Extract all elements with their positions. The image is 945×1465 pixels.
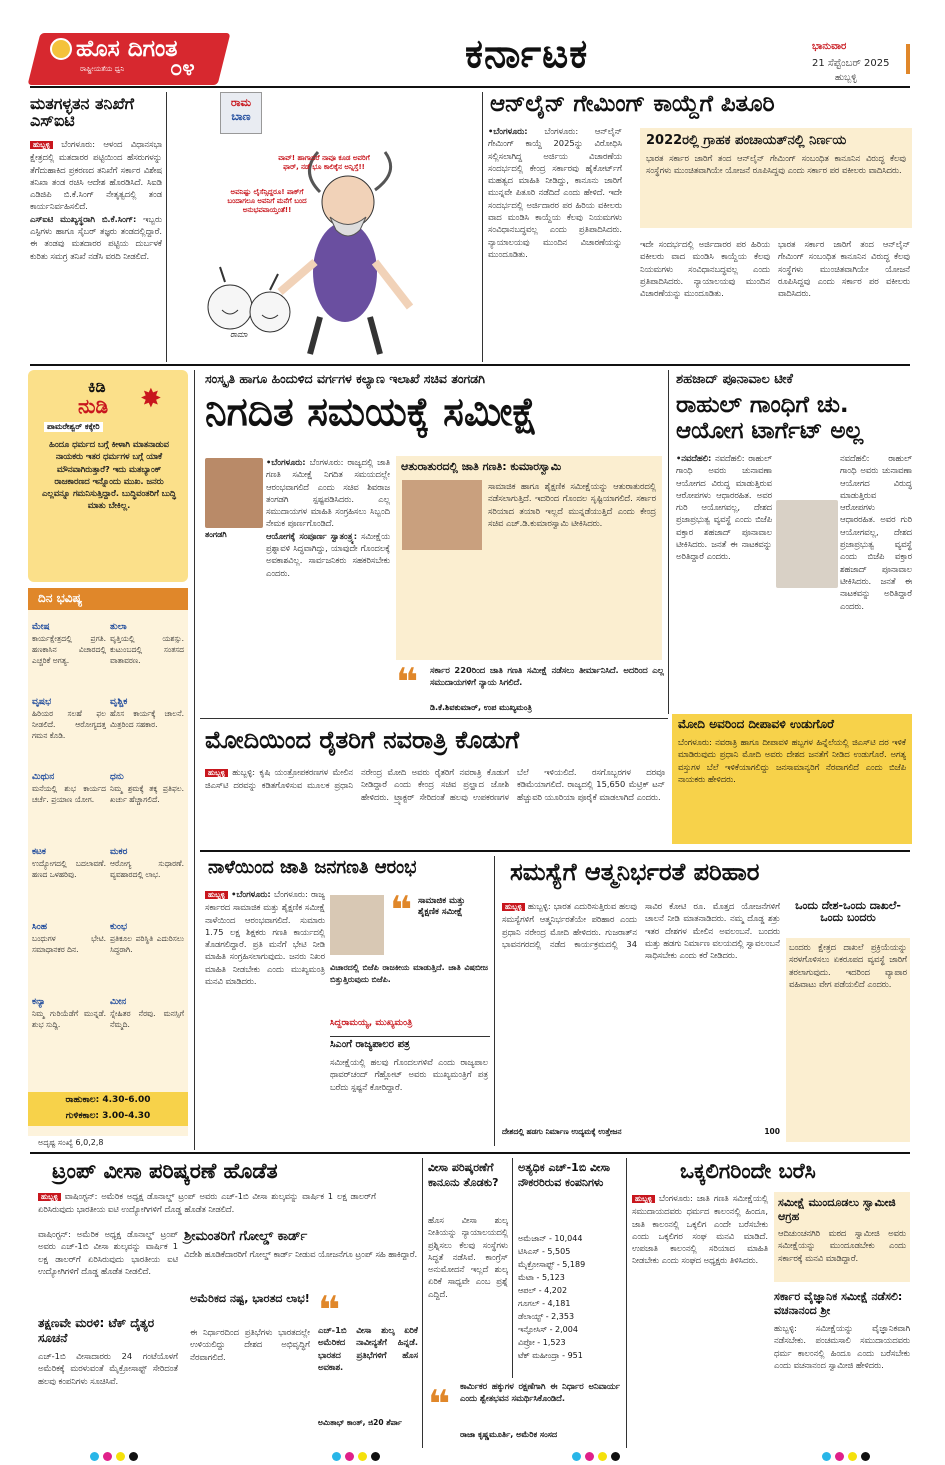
subhead: ಶ್ರೀಮಂತರಿಗೆ ಗೋಲ್ಡ್ ಕಾರ್ಡ್ — [184, 1229, 308, 1244]
article-title: ಒಕ್ಕಲಿಗರಿಂದೇ ಬರೆಸಿ — [680, 1159, 816, 1183]
gulika-text: ಗುಳಿಕಕಾಲ: 3.00-4.30 — [65, 1111, 151, 1121]
article-text: ನವದೆಹಲಿ: ರಾಹುಲ್ ಗಾಂಧಿ ಅವರು ಚುನಾವಣಾ ಆಯೋಗದ ವಿರುದ್ಧ ಮಾಡುತ್ತಿರುವ ಆರೋಪಗಳು ಆಧಾರರಹಿತ. ಅವರ ಗುರಿ ಆಯೋಗವಲ್ಲ, ದೇಶದ ಪ್ರಜಾಪ್ರಭುತ್ವ ವ್ಯವಸ್ಥೆ ಎಂದು ಬಿಜೆಪಿ ವಕ್ತಾರ ಶಹಜಾದ್ ಪೂನಾವಾಲ ಟೀಕಿಸಿದರು. ಜನತೆ ಈ ನಾಟಕವನ್ನು ಅರಿತಿದ್ದಾರೆ ಎಂದರು. — [676, 453, 772, 562]
article-body — [502, 900, 780, 1122]
quote-text: ವಿಚಾರದಲ್ಲಿ ಬಿಜೆಪಿ ರಾಜಕೀಯ ಮಾಡುತ್ತಿದೆ. ಜಾತಿ ವಿಷಬೀಜ ಬಿತ್ತುತ್ತಿರುವುದು ಬಿಜೆಪಿ. — [330, 963, 488, 985]
list-item: ಗೂಗಲ್ - 4,181 — [518, 1299, 571, 1308]
article-body: ವಾಷಿಂಗ್ಟನ್: ಅಮೆರಿಕ ಅಧ್ಯಕ್ಷ ಡೊನಾಲ್ಡ್ ಟ್ರಂಪ್ ಅವರು ಎಚ್-1ಬಿ ವೀಸಾ ಶುಲ್ಕವನ್ನು ವಾರ್ಷಿಕ 1 ಲಕ್ಷ ಡಾಲರ್‌ಗೆ ಏರಿಸಿರುವುದು ಭಾರತೀಯ ಐಟಿ ಉದ್ಯೋಗಿಗಳಿಗೆ ದೊಡ್ಡ ಹೊಡೆತ ನೀಡಲಿದೆ. — [38, 1229, 178, 1276]
caption-text: ದೇಶದಲ್ಲಿ ಹಡಗು ನಿರ್ಮಾಣ ಉದ್ಯಮಕ್ಕೆ ಉತ್ತೇಜನ — [502, 1127, 622, 1136]
section-title: ಕರ್ನಾಟಕ — [465, 31, 589, 77]
photo-tangadagi — [205, 458, 263, 528]
article-text: ಬೆಂಗಳೂರು: ಆನ್‌ಲೈನ್ ಗೇಮಿಂಗ್ ಕಾಯ್ದೆ 2025ನ್ನು ವಿರೋಧಿಸಿ ಸಲ್ಲಿಸಲಾಗಿದ್ದ ಅರ್ಜಿಯ ವಿಚಾರಣೆಯ ಸಂದರ್ಭದಲ್ಲಿ ಕೇಂದ್ರ ಸರ್ಕಾರವು ಹೈಕೋರ್ಟ್‌ಗೆ ಮಹತ್ವದ ಮಾಹಿತಿ ನೀಡಿದ್ದು, ಕಾನೂನು ಜಾರಿಗೆ ಮುನ್ನವೇ ಪಿತೂರಿ ನಡೆದಿದೆ ಎಂದು ಹೇಳಿದೆ. — [488, 126, 622, 198]
photo-caption — [502, 1127, 780, 1137]
sign-text: ನಿಮ್ಮ ಶ್ರಮಕ್ಕೆ ತಕ್ಕ ಪ್ರತಿಫಲ. ಖರ್ಚು ಹೆಚ್ಚಾಗಲಿದೆ. — [110, 784, 184, 804]
info-box — [774, 1192, 910, 1282]
info-box-title: ಒಂದು ದೇಶ-ಒಂದು ದಾಖಲೆ-ಒಂದು ಬಂದರು — [795, 899, 901, 924]
logo: ಹೊಸ ದಿಗಂತ — [76, 36, 178, 62]
article-body — [266, 456, 390, 706]
section-rule — [30, 364, 910, 366]
sign-name: ಕನ್ಯಾ — [32, 997, 46, 1007]
article-text: ಇದೇ ಸಂದರ್ಭದಲ್ಲಿ ಅರ್ಜಿದಾರರ ಪರ ಹಿರಿಯ ವಕೀಲರು ವಾದ ಮಂಡಿಸಿ ಕಾಯ್ದೆಯ ಕೆಲವು ನಿಯಮಗಳು ಸಂವಿಧಾನಬದ್ಧವಲ್ಲ ಎಂದು ಪ್ರತಿಪಾದಿಸಿದರು. ನ್ಯಾಯಾಲಯವು ಮುಂದಿನ ವಿಚಾರಣೆಯನ್ನು ಮುಂದೂಡಿತು. — [488, 187, 622, 259]
kidi-title: ಕಿಡಿ — [88, 377, 106, 396]
logo-tagline: ರಾಷ್ಟ್ರೀಯತೆಯ ಧ್ವನಿ — [80, 65, 125, 73]
quote-text: ಕಾರ್ಮಿಕರ ಹಕ್ಕುಗಳ ರಕ್ಷಣೆಗಾಗಿ ಈ ನಿರ್ಧಾರ ಅನಿವಾರ್ಯ ಎಂದು ಶ್ವೇತಭವನ ಸಮರ್ಥಿಸಿಕೊಂಡಿದೆ. — [460, 1381, 620, 1404]
sign-name: ಧನು — [110, 772, 124, 782]
kidi-author: ಪಾಮರೇಶ್ವರ್ ಕಕ್ಕೇರಿ — [44, 422, 103, 432]
article-text: ಇಬ್ಬರು ಎಸ್ಪಿಗಳು ಹಾಗೂ ಸೈಬರ್ ತಜ್ಞರು ತಂಡದಲ್ಲಿದ್ದಾರೆ. ಈ ತಂಡವು ಮತದಾರರ ಪಟ್ಟಿಯ ದುರ್ಬಳಕೆ ಕುರಿತು ಸಮಗ್ರ ತನಿಖೆ ನಡೆಸಿ ವರದಿ ನೀಡಲಿದೆ. — [30, 213, 162, 261]
article-text: ಬೆಂಗಳೂರು: ಜಾತಿ ಗಣತಿ ಸಮೀಕ್ಷೆಯಲ್ಲಿ ಸಮುದಾಯದವರು ಧರ್ಮದ ಕಾಲಂನಲ್ಲಿ ಹಿಂದೂ, ಜಾತಿ ಕಾಲಂನಲ್ಲಿ ಒಕ್ಕಲಿಗ ಎಂದೇ ಬರೆಸಬೇಕು ಎಂದು ಒಕ್ಕಲಿಗರ ಸಂಘ ಮನವಿ ಮಾಡಿದೆ. ಉಪಜಾತಿ ಕಾಲಂನಲ್ಲಿ ಸರಿಯಾದ ಮಾಹಿತಿ ನೀಡಬೇಕು ಎಂದು ಸಂಘದ ಅಧ್ಯಕ್ಷರು ತಿಳಿಸಿದರು. — [632, 1193, 768, 1266]
sign-name: ಮಿಥುನ — [32, 772, 55, 782]
photo-siddaramaiah — [330, 895, 384, 955]
horoscope — [28, 588, 188, 1136]
sign-text: ವೃತ್ತಿಯಲ್ಲಿ ಯಶಸ್ಸು. ಕುಟುಂಬದಲ್ಲಿ ಸಂತಸದ ವಾತಾವರಣ. — [110, 634, 184, 665]
article-text: ಬೆಂಗಳೂರು: ರಾಜ್ಯದಲ್ಲಿ ಜಾತಿ ಗಣತಿ ಸಮೀಕ್ಷೆ ನಿಗದಿತ ಸಮಯದಲ್ಲೇ ಆರಂಭವಾಗಲಿದೆ ಎಂದು ಸಚಿವ ಶಿವರಾಜ ತಂಗಡಗಿ ಸ್ಪಷ್ಟಪಡಿಸಿದರು. ಎಲ್ಲ ಸಮುದಾಯಗಳ ಮಾಹಿತಿ ಸಂಗ್ರಹಿಸಲು ಸಿಬ್ಬಂದಿ ನೇಮಕ ಪೂರ್ಣಗೊಂಡಿದೆ. — [266, 457, 390, 529]
article-text: ಬೆಂಗಳೂರು: ಆಳಂದ ವಿಧಾನಸಭಾ ಕ್ಷೇತ್ರದಲ್ಲಿ ಮತದಾರರ ಪಟ್ಟಿಯಿಂದ ಹೆಸರುಗಳನ್ನು ತೆಗೆದುಹಾಕಿದ ಪ್ರಕರಣದ ತನಿಖೆಗೆ ಸರ್ಕಾರ ವಿಶೇಷ ತನಿಖಾ ತಂಡ ರಚಿಸಿ ಆದೇಶ ಹೊರಡಿಸಿದೆ. ಸಿಐಡಿ ಎಡಿಜಿಪಿ ಬಿ.ಕೆ.ಸಿಂಗ್ ನೇತೃತ್ವದಲ್ಲಿ ತಂಡ ಕಾರ್ಯನಿರ್ವಹಿಸಲಿದೆ. — [30, 139, 162, 212]
article-body — [38, 1190, 376, 1226]
dateline: •ನವದೆಹಲಿ: — [676, 453, 712, 463]
article-text: ವಾಷಿಂಗ್ಟನ್: ಅಮೆರಿಕ ಅಧ್ಯಕ್ಷ ಡೊನಾಲ್ಡ್ ಟ್ರಂಪ್ ಅವರು ಎಚ್-1ಬಿ ವೀಸಾ ಶುಲ್ಕವನ್ನು ವಾರ್ಷಿಕ 1 ಲಕ್ಷ ಡಾಲರ್‌ಗೆ ಏರಿಸಿರುವುದು ಭಾರತೀಯ ಐಟಿ ಉದ್ಯೋಗಿಗಳಿಗೆ ದೊಡ್ಡ ಹೊಡೆತ ನೀಡಲಿದೆ. — [38, 1191, 376, 1215]
dateline: •ಬೆಂಗಳೂರು: — [488, 126, 528, 136]
info-box-title: 2022ರಲ್ಲಿ ಗ್ರಾಹಕ ಪಂಚಾಯತ್‌ನಲ್ಲಿ ನಿರ್ಣಯ — [646, 133, 847, 148]
sign-name: ಮಕರ — [110, 847, 128, 857]
article-title: ನಿಗದಿತ ಸಮಯಕ್ಕೆ ಸಮೀಕ್ಷೆ — [205, 390, 538, 435]
sign-text: ಮನೆಯಲ್ಲಿ ಶುಭ ಕಾರ್ಯದ ಚರ್ಚೆ. ಪ್ರಯಾಣ ಯೋಗ. — [32, 784, 106, 804]
dateline: •ಬೆಂಗಳೂರು: — [266, 457, 306, 467]
horoscope-sign — [110, 689, 184, 764]
sign-text: ಸ್ನೇಹಿತರ ನೆರವು. ಮನಸ್ಸಿಗೆ ನೆಮ್ಮದಿ. — [110, 1009, 184, 1029]
article-text: ಸಮೀಕ್ಷೆಯ ಪ್ರಶ್ನಾವಳಿ ಸಿದ್ಧವಾಗಿದ್ದು, ಯಾವುದೇ ಗೊಂದಲಕ್ಕೆ ಅವಕಾಶವಿಲ್ಲ. ಸಾರ್ವಜನಿಕರು ಸಹಕರಿಸಬೇಕು ಎಂದರು. — [266, 530, 390, 578]
quote-mark: ❝ — [318, 1288, 341, 1332]
article-body — [205, 766, 665, 846]
sign-name: ಮೀನ — [110, 997, 127, 1007]
subhead: ಆಯೋಗಕ್ಕೆ ಸಂಪೂರ್ಣ ಸ್ವಾತಂತ್ರ್ಯ: — [266, 530, 358, 541]
sign-name: ಕುಂಭ — [110, 922, 128, 932]
quote-author: ಸಿದ್ದರಾಮಯ್ಯ, ಮುಖ್ಯಮಂತ್ರಿ — [330, 1018, 413, 1028]
rahukala-text: ರಾಹುಕಾಲ: 4.30-6.00 — [65, 1095, 151, 1105]
horoscope-sign — [32, 989, 106, 1064]
subhead: ಸರ್ಕಾರ ವೈಜ್ಞಾನಿಕ ಸಮೀಕ್ಷೆ ನಡೆಸಲಿ: ವಚನಾನಂದ ಶ್ರೀ — [774, 1290, 903, 1317]
quote-author: ರಾಜಾ ಕೃಷ್ಣಮೂರ್ತಿ, ಅಮೆರಿಕ ಸಂಸದ — [460, 1430, 558, 1439]
section-rule — [30, 1152, 910, 1154]
cartoon-tag — [220, 92, 262, 134]
dateline-badge: ಹುಬ್ಬಳ್ಳಿ — [30, 141, 53, 149]
subhead: ಸಿಎಂಗೆ ರಾಜ್ಯಪಾಲರ ಪತ್ರ — [330, 1036, 490, 1051]
list-item: ವಿಪ್ರೋ - 1,523 — [518, 1338, 566, 1347]
info-box — [640, 128, 912, 228]
quote-author: ಅಮಿತಾಭ್ ಕಾಂತ್, ಜಿ20 ಶೆರ್ಪಾ — [318, 1418, 402, 1427]
day: ಭಾನುವಾರ — [812, 41, 847, 52]
divider — [512, 1158, 513, 1378]
sign-name: ವೃಷಭ — [32, 697, 52, 707]
list-item: ಟೆಕ್ ಮಹೀಂದ್ರಾ - 951 — [518, 1351, 583, 1360]
list-item: ಇನ್ಫೋಸಿಸ್ - 2,004 — [518, 1325, 578, 1334]
divider — [668, 370, 669, 714]
article-body: ಹುಬ್ಬಳ್ಳಿ: ಸಮೀಕ್ಷೆಯನ್ನು ವೈಜ್ಞಾನಿಕವಾಗಿ ನಡೆಸಬೇಕು. ಪಂಚಮಸಾಲಿ ಸಮುದಾಯದವರು ಧರ್ಮ ಕಾಲಂನಲ್ಲಿ ಹಿಂದೂ ಎಂದು ಬರೆಸಬೇಕು ಎಂದು ವಚನಾನಂದ ಸ್ವಾಮೀಜಿ ಹೇಳಿದರು. — [774, 1323, 910, 1370]
quote-text: ಸರ್ಕಾರ 220ರಿಂದ ಜಾತಿ ಗಣತಿ ಸಮೀಕ್ಷೆ ನಡೆಸಲು ತೀರ್ಮಾನಿಸಿದೆ. ಅದರಿಂದ ಎಲ್ಲ ಸಮುದಾಯಗಳಿಗೆ ನ್ಯಾಯ ಸಿಗಲಿದೆ. — [430, 665, 664, 688]
edge-marker — [906, 44, 910, 74]
article-title: ರಾಹುಲ್ ಗಾಂಧಿಗೆ ಚು. ಆಯೋಗ ಟಾರ್ಗೆಟ್ ಅಲ್ಲ — [676, 392, 864, 444]
quote-mark: ❝ — [390, 888, 413, 932]
quote-text: ಎಚ್-1ಬಿ ವೀಸಾ ಶುಲ್ಕ ಏರಿಕೆ ಅಮೆರಿಕದ ನಾವೀನ್ಯತೆಗೆ ಹಿನ್ನಡೆ. ಭಾರತದ ಪ್ರತಿಭೆಗಳಿಗೆ ಹೊಸ ಅವಕಾಶ. — [318, 1325, 418, 1372]
article-text: ಹುಬ್ಬಳ್ಳಿ: ಕೃಷಿ ಯಂತ್ರೋಪಕರಣಗಳ ಮೇಲಿನ ಜಿಎಸ್‌ಟಿ ದರವನ್ನು ಕಡಿತಗೊಳಿಸುವ ಮೂಲಕ ಪ್ರಧಾನಿ ನರೇಂದ್ರ ಮೋದಿ ಅವರು ರೈತರಿಗೆ ನವರಾತ್ರಿ ಕೊಡುಗೆ ನೀಡಿದ್ದಾರೆ ಎಂದು ಕೇಂದ್ರ ಸಚಿವ ಪ್ರಲ್ಹಾದ ಜೋಶಿ ಹೇಳಿದರು. ಟ್ರ್ಯಾಕ್ಟರ್ ಸೇರಿದಂತೆ ಹಲವು ಉಪಕರಣಗಳ ಬೆಲೆ ಇಳಿಯಲಿದೆ. ರಸಗೊಬ್ಬರಗಳ ದರವೂ ಕಡಿಮೆಯಾಗಲಿದೆ. ರಾಜ್ಯದಲ್ಲಿ 15,650 ಮೆಟ್ರಿಕ್ ಟನ್ ಹೆಚ್ಚುವರಿ ಯೂರಿಯಾ ಪೂರೈಕೆ ಮಾಡಲಾಗಿದೆ ಎಂದರು. — [205, 767, 665, 802]
article-body: ಭಾರತ ಸರ್ಕಾರ ಜಾರಿಗೆ ತಂದ ಆನ್‌ಲೈನ್ ಗೇಮಿಂಗ್ ಸಂಬಂಧಿತ ಕಾನೂನಿನ ವಿರುದ್ಧ ಕೆಲವು ಸಂಸ್ಥೆಗಳು ಮುಂಚಿತವಾಗಿಯೇ ಯೋಜನೆ ರೂಪಿಸಿದ್ದವು ಎಂದು ಸರ್ಕಾರ ಪರ ವಕೀಲರು ವಾದಿಸಿದರು. — [778, 239, 910, 299]
sign-name: ಕಟಕ — [32, 847, 46, 857]
article-title: ಮತಗಳ್ಳತನ ತನಿಖೆಗೆ ಎಸ್ಐಟಿ — [30, 94, 134, 131]
horoscope-sign — [32, 914, 106, 989]
subhead: ತಕ್ಷಣವೇ ಮರಳಿ: ಟೆಕ್ ದೈತ್ಯರ ಸೂಚನೆ — [38, 1316, 155, 1345]
sign-text: ಕಾರ್ಯಕ್ಷೇತ್ರದಲ್ಲಿ ಪ್ರಗತಿ. ಹಣಕಾಸಿನ ವಿಚಾರದಲ್ಲಿ ಎಚ್ಚರಿಕೆ ಅಗತ್ಯ. — [32, 634, 106, 665]
horoscope-sign — [32, 689, 106, 764]
photo-kumaraswamy — [402, 480, 482, 550]
cartoonist-signature: ರಾಮಾ — [230, 330, 248, 339]
nudi-title: ನುಡಿ — [78, 394, 109, 418]
photo-poonawalla — [776, 500, 838, 588]
article-kicker: ಸಂಸ್ಕೃತಿ ಹಾಗೂ ಹಿಂದುಳಿದ ವರ್ಗಗಳ ಕಲ್ಯಾಣ ಇಲಾಖೆ ಸಚಿವ ತಂಗಡಗಿ — [205, 371, 485, 386]
article-body: ಸಮೀಕ್ಷೆಯಲ್ಲಿ ಹಲವು ಗೊಂದಲಗಳಿವೆ ಎಂದು ರಾಜ್ಯಪಾಲ ಥಾವರ್‌ಚಂದ್ ಗೆಹ್ಲೋಟ್ ಅವರು ಮುಖ್ಯಮಂತ್ರಿಗೆ ಪತ್ರ ಬರೆದು ಸ್ಪಷ್ಟನೆ ಕೋರಿದ್ದಾರೆ. — [330, 1057, 488, 1092]
sidebar-body: ಹೊಸ ವೀಸಾ ಶುಲ್ಕ ನೀತಿಯನ್ನು ನ್ಯಾಯಾಲಯದಲ್ಲಿ ಪ್ರಶ್ನಿಸಲು ಕೆಲವು ಸಂಸ್ಥೆಗಳು ಸಿದ್ಧತೆ ನಡೆಸಿವೆ. ಕಾಂಗ್ರೆಸ್ ಅನುಮೋದನೆ ಇಲ್ಲದೆ ಶುಲ್ಕ ಏರಿಕೆ ಸಾಧ್ಯವೇ ಎಂಬ ಪ್ರಶ್ನೆ ಎದ್ದಿದೆ. — [428, 1215, 508, 1299]
list-item: ಟಿಸಿಎಸ್ - 5,505 — [518, 1247, 571, 1256]
horoscope-sign — [110, 614, 184, 689]
article-kicker: ಶಹಜಾದ್ ಪೂನಾವಾಲ ಟೀಕೆ — [676, 372, 793, 387]
article-body — [30, 138, 162, 360]
rahukala — [28, 1092, 188, 1126]
divider — [626, 1158, 627, 1448]
dateline-badge: ಹುಬ್ಬಳ್ಳಿ — [632, 1195, 655, 1203]
spark-icon: ✸ — [140, 384, 162, 414]
sign-text: ಪ್ರತಿಕೂಲ ಪರಿಸ್ಥಿತಿ ಎದುರಿಸಲು ಸಿದ್ಧರಾಗಿ. — [110, 934, 184, 954]
registration-marks — [88, 1446, 140, 1465]
horoscope-sign — [32, 764, 106, 839]
registration-marks — [820, 1446, 872, 1465]
city: ಹುಬ್ಬಳ್ಳಿ — [835, 73, 857, 83]
info-box-body: ಸಾಮಾಜಿಕ ಹಾಗೂ ಶೈಕ್ಷಣಿಕ ಸಮೀಕ್ಷೆಯನ್ನು ಆತುರಾತುರದಲ್ಲಿ ನಡೆಸಲಾಗುತ್ತಿದೆ. ಇದರಿಂದ ಗೊಂದಲ ಸೃಷ್ಟಿಯಾಗಲಿದೆ. ಸರ್ಕಾರ ಸರಿಯಾದ ತಯಾರಿ ಇಲ್ಲದೆ ಮುನ್ನಡೆಯುತ್ತಿದೆ ಎಂದು ಕೇಂದ್ರ ಸಚಿವ ಎಚ್.ಡಿ.ಕುಮಾರಸ್ವಾಮಿ ಟೀಕಿಸಿದರು. — [488, 481, 656, 528]
article-title: ನಾಳೆಯಿಂದ ಜಾತಿ ಜನಗಣತಿ ಆರಂಭ — [208, 857, 417, 878]
sign-name: ತುಲಾ — [110, 622, 127, 632]
cartoon — [170, 92, 480, 360]
divider — [482, 92, 483, 362]
article-body: ಎಚ್-1ಬಿ ವೀಸಾದಾರರು 24 ಗಂಟೆಯೊಳಗೆ ಅಮೆರಿಕಕ್ಕೆ ಮರಳುವಂತೆ ಮೈಕ್ರೋಸಾಫ್ಟ್ ಸೇರಿದಂತೆ ಹಲವು ಕಂಪನಿಗಳು ಸೂಚಿಸಿವೆ. — [38, 1351, 178, 1386]
registration-marks — [330, 1446, 382, 1465]
horoscope-sign — [110, 839, 184, 914]
sidebar-head: ವೀಸಾ ಪರಿಷ್ಕರಣೆಗೆ ಕಾನೂನು ತೊಡಕು? — [428, 1161, 499, 1189]
article-body — [205, 888, 325, 1142]
dateline-badge: ಹುಬ್ಬಳ್ಳಿ — [205, 891, 228, 899]
article-title: ಟ್ರಂಪ್ ವೀಸಾ ಪರಿಷ್ಕರಣೆ ಹೊಡೆತ — [52, 1159, 278, 1183]
section-rule — [200, 718, 668, 719]
masthead-rule — [30, 86, 910, 88]
sign-text: ಆರೋಗ್ಯ ಸುಧಾರಣೆ. ವ್ಯವಹಾರದಲ್ಲಿ ಲಾಭ. — [110, 859, 184, 879]
speech-bubble: ಅವನಿಷ್ಟು ಲೈಸೆನ್ಸಿದ್ದರೂ! ಪಾಕ್‌ಗೆ ಬಂದಾಗಲೂ ಅವನಿಗೆ ಮನೆಗೆ ಬಂದ ಅನುಭವವಾಯ್ತಂತೆ!! — [227, 188, 307, 214]
sign-name: ಸಿಂಹ — [32, 922, 48, 932]
horoscope-sign — [32, 614, 106, 689]
list-item: ಮೈಕ್ರೋಸಾಫ್ಟ್ - 5,189 — [518, 1260, 586, 1269]
caption-number: 100 — [764, 1127, 780, 1136]
list-item: ಮೆಟಾ - 5,123 — [518, 1273, 565, 1282]
sign-text: ಹಿರಿಯರ ಸಲಹೆ ಫಲ ನೀಡಲಿದೆ. ಆರೋಗ್ಯದತ್ತ ಗಮನ ಕೊಡಿ. — [32, 709, 106, 740]
page-number: ೦೪ — [170, 56, 195, 81]
quote-mark: ❝ — [428, 1382, 451, 1426]
divider — [422, 1158, 423, 1448]
photo-caption: ತಂಗಡಗಿ — [205, 530, 227, 539]
quote-head: ಸಾಮಾಜಿಕ ಮತ್ತು ಶೈಕ್ಷಣಿಕ ಸಮೀಕ್ಷೆ — [418, 896, 466, 917]
sign-text: ಬಂಧುಗಳ ಭೇಟಿ. ಸಮಾಧಾನಕರ ದಿನ. — [32, 934, 106, 954]
subhead: ಅಮೆರಿಕದ ನಷ್ಟ, ಭಾರತದ ಲಾಭ! — [190, 1292, 310, 1305]
company-list — [518, 1232, 618, 1362]
masthead — [0, 0, 945, 88]
info-box-body: ಆದಿಚುಂಚನಗಿರಿ ಮಠದ ಸ್ವಾಮೀಜಿ ಅವರು ಸಮೀಕ್ಷೆಯನ್ನು ಮುಂದೂಡಬೇಕು ಎಂದು ಸರ್ಕಾರಕ್ಕೆ ಮನವಿ ಮಾಡಿದ್ದಾರೆ. — [778, 1228, 906, 1263]
yellow-box — [672, 714, 912, 844]
article-body: ಬೆಂಗಳೂರು: ನವರಾತ್ರಿ ಹಾಗೂ ದೀಪಾವಳಿ ಹಬ್ಬಗಳ ಹಿನ್ನೆಲೆಯಲ್ಲಿ ಜಿಎಸ್‌ಟಿ ದರ ಇಳಿಕೆ ಮಾಡಿರುವುದು ಪ್ರಧಾನಿ ಮೋದಿ ಅವರು ದೇಶದ ಜನತೆಗೆ ನೀಡಿದ ಉಡುಗೊರೆ. ಅಗತ್ಯ ವಸ್ತುಗಳ ಬೆಲೆ ಇಳಿಕೆಯಾಗಲಿದ್ದು ಜನಸಾಮಾನ್ಯರಿಗೆ ನೆರವಾಗಲಿದೆ ಎಂದು ಬಿಜೆಪಿ ನಾಯಕರು ಹೇಳಿದರು. — [678, 737, 906, 784]
info-box-body: ಬಂದರು ಕ್ಷೇತ್ರದ ದಾಖಲೆ ಪ್ರಕ್ರಿಯೆಯನ್ನು ಸರಳಗೊಳಿಸಲು ಏಕರೂಪದ ವ್ಯವಸ್ಥೆ ಜಾರಿಗೆ ತರಲಾಗುವುದು. ಇದರಿಂದ ವ್ಯಾಪಾರ ವಹಿವಾಟು ವೇಗ ಪಡೆಯಲಿದೆ ಎಂದರು. — [786, 938, 910, 1142]
dateline: •ಬೆಂಗಳೂರು: — [231, 889, 271, 899]
divider — [194, 370, 195, 1150]
article-text: ಬೆಂಗಳೂರು: ರಾಜ್ಯ ಸರ್ಕಾರದ ಸಾಮಾಜಿಕ ಮತ್ತು ಶೈಕ್ಷಣಿಕ ಸಮೀಕ್ಷೆ ನಾಳೆಯಿಂದ ಆರಂಭವಾಗಲಿದೆ. ಸುಮಾರು 1.75 ಲಕ್ಷ ಶಿಕ್ಷಕರು ಗಣತಿ ಕಾರ್ಯದಲ್ಲಿ ತೊಡಗಲಿದ್ದಾರೆ. ಪ್ರತಿ ಮನೆಗೆ ಭೇಟಿ ನೀಡಿ ಮಾಹಿತಿ ಸಂಗ್ರಹಿಸಲಾಗುವುದು. ಜನರು ನಿಖರ ಮಾಹಿತಿ ನೀಡಬೇಕು ಎಂದು ಮುಖ್ಯಮಂತ್ರಿ ಮನವಿ ಮಾಡಿದರು. — [205, 889, 325, 987]
horoscope-sign — [32, 839, 106, 914]
list-item: ಡೆಲಾಯ್ಟ್ - 2,353 — [518, 1312, 575, 1321]
cartoon-tag-bottom: ಬಾಣ — [231, 110, 251, 123]
article-title: ಸಮಸ್ಯೆಗೆ ಆತ್ಮನಿರ್ಭರತೆ ಪರಿಹಾರ — [510, 858, 760, 886]
kidi-body: ಹಿಂದೂ ಧರ್ಮದ ಬಗ್ಗೆ ಕೀಳಾಗಿ ಮಾತನಾಡುವ ನಾಯಕರು ಇತರ ಧರ್ಮಗಳ ಬಗ್ಗೆ ಯಾಕೆ ಮೌನವಾಗಿರುತ್ತಾರೆ? ಇದು ಮತಬ್ಯಾಂಕ್ ರಾಜಕಾರಣದ ಇನ್ನೊಂದು ಮುಖ. ಜನರು ಎಲ್ಲವನ್ನೂ ಗಮನಿಸುತ್ತಿದ್ದಾರೆ. ಬುದ್ಧಿವಂತರಿಗೆ ಬುದ್ಧಿ ಮಾತು ಬೇಕಿಲ್ಲ. — [42, 439, 176, 511]
article-title: ಮೋದಿಯಿಂದ ರೈತರಿಗೆ ನವರಾತ್ರಿ ಕೊಡುಗೆ — [205, 726, 520, 754]
list-item: ಆಪಲ್ - 4,202 — [518, 1286, 568, 1295]
info-box-body: ಭಾರತ ಸರ್ಕಾರ ಜಾರಿಗೆ ತಂದ ಆನ್‌ಲೈನ್ ಗೇಮಿಂಗ್ ಸಂಬಂಧಿತ ಕಾನೂನಿನ ವಿರುದ್ಧ ಕೆಲವು ಸಂಸ್ಥೆಗಳು ಮುಂಚಿತವಾಗಿಯೇ ಯೋಜನೆ ರೂಪಿಸಿದ್ದವು ಎಂದು ಸರ್ಕಾರ ಪರ ವಕೀಲರು ವಾದಿಸಿದರು. — [646, 153, 906, 176]
article-body: ಇದೇ ಸಂದರ್ಭದಲ್ಲಿ ಅರ್ಜಿದಾರರ ಪರ ಹಿರಿಯ ವಕೀಲರು ವಾದ ಮಂಡಿಸಿ ಕಾಯ್ದೆಯ ಕೆಲವು ನಿಯಮಗಳು ಸಂವಿಧಾನಬದ್ಧವಲ್ಲ ಎಂದು ಪ್ರತಿಪಾದಿಸಿದರು. ನ್ಯಾಯಾಲಯವು ಮುಂದಿನ ವಿಚಾರಣೆಯನ್ನು ಮುಂದೂಡಿತು. — [640, 239, 770, 299]
article-body — [676, 452, 772, 710]
article-title: ಮೋದಿ ಅವರಿಂದ ದೀಪಾವಳಿ ಉಡುಗೊರೆ — [678, 717, 835, 731]
date: 21 ಸೆಪ್ಟೆಂಬರ್ 2025 — [812, 58, 890, 69]
horoscope-sign — [110, 989, 184, 1064]
divider — [494, 856, 495, 1146]
info-box — [396, 456, 662, 660]
kidi-nudi-box — [28, 370, 188, 582]
sign-name: ಮೇಷ — [32, 622, 50, 632]
list-item: ಅಮೆಜಾನ್ - 10,044 — [518, 1234, 583, 1243]
sidebar-head: ಅತ್ಯಧಿಕ ಎಚ್-1ಬಿ ವೀಸಾ ನೌಕರರಿರುವ ಕಂಪನಿಗಳು — [518, 1161, 611, 1189]
info-box-title: ಆತುರಾತುರದಲ್ಲಿ ಜಾತಿ ಗಣತಿ: ಕುಮಾರಸ್ವಾಮಿ — [401, 460, 562, 473]
speech-bubble: ವಾವ್! ಹಾಗಾದರೆ ನಾವೂ ಕೂಡ ಅವರಿಗೆ ಫಾರ್, ನಡೆ ಭೂ ಕಾಲಿಕ್ಕೆನ ಅನ್ನಿಸ್ತೆ!! — [278, 154, 370, 171]
horoscope-sign — [110, 764, 184, 839]
registration-marks — [570, 1446, 622, 1465]
lucky-number: ಅದೃಷ್ಟ ಸಂಖ್ಯೆ 6,0,2,8 — [38, 1138, 104, 1147]
horoscope-grid — [32, 614, 184, 1066]
article-title: ಆನ್‌ಲೈನ್ ಗೇಮಿಂಗ್ ಕಾಯ್ದೆಗೆ ಪಿತೂರಿ — [490, 91, 775, 117]
article-body: ವಿದೇಶಿ ಹೂಡಿಕೆದಾರರಿಗೆ ಗೋಲ್ಡ್ ಕಾರ್ಡ್ ನೀಡುವ ಯೋಜನೆಗೂ ಟ್ರಂಪ್ ಸಹಿ ಹಾಕಿದ್ದಾರೆ. — [184, 1249, 418, 1259]
section-rule — [200, 850, 910, 852]
sign-text: ಉದ್ಯೋಗದಲ್ಲಿ ಬದಲಾವಣೆ. ಹಣದ ಒಳಹರಿವು. — [32, 859, 106, 879]
quote-author: ಡಿ.ಕೆ.ಶಿವಕುಮಾರ್, ಉಪ ಮುಖ್ಯಮಂತ್ರಿ — [430, 703, 532, 712]
article-body — [632, 1192, 768, 1442]
dateline-badge: ಹುಬ್ಬಳ್ಳಿ — [205, 769, 228, 777]
subhead: ಎಸ್ಐಟಿ ಮುಖ್ಯಸ್ಥರಾಗಿ ಬಿ.ಕೆ.ಸಿಂಗ್: — [30, 213, 137, 224]
article-text: ಹುಬ್ಬಳ್ಳಿ: ಭಾರತ ಎದುರಿಸುತ್ತಿರುವ ಹಲವು ಸಮಸ್ಯೆಗಳಿಗೆ ಆತ್ಮನಿರ್ಭರತೆಯೇ ಪರಿಹಾರ ಎಂದು ಪ್ರಧಾನಿ ನರೇಂದ್ರ ಮೋದಿ ಹೇಳಿದರು. ಗುಜರಾತ್‌ನ ಭಾವನಗರದಲ್ಲಿ ನಡೆದ ಕಾರ್ಯಕ್ರಮದಲ್ಲಿ 34 ಸಾವಿರ ಕೋಟಿ ರೂ. ಮೊತ್ತದ ಯೋಜನೆಗಳಿಗೆ ಚಾಲನೆ ನೀಡಿ ಮಾತನಾಡಿದರು. ನಮ್ಮ ದೊಡ್ಡ ಶತ್ರು ಇತರ ದೇಶಗಳ ಮೇಲಿನ ಅವಲಂಬನೆ. ಬಂದರು ಮತ್ತು ಹಡಗು ನಿರ್ಮಾಣ ವಲಯದಲ್ಲಿ ಸ್ವಾವಲಂಬನೆ ಸಾಧಿಸಬೇಕು ಎಂದು ಕರೆ ನೀಡಿದರು. — [502, 901, 780, 961]
horoscope-title: ದಿನ ಭವಿಷ್ಯ — [28, 588, 188, 610]
horoscope-sign — [110, 914, 184, 989]
article-body — [488, 125, 622, 360]
article-body: ಈ ನಿರ್ಧಾರದಿಂದ ಪ್ರತಿಭೆಗಳು ಭಾರತದಲ್ಲೇ ಉಳಿಯಲಿದ್ದು ದೇಶದ ಅಭಿವೃದ್ಧಿಗೆ ನೆರವಾಗಲಿದೆ. — [190, 1327, 310, 1362]
logo-icon — [50, 38, 72, 60]
sign-text: ನಿಮ್ಮ ಗುರಿಯೆಡೆಗೆ ಮುನ್ನಡೆ. ಶುಭ ಸುದ್ದಿ. — [32, 1009, 106, 1029]
sign-name: ವೃಶ್ಚಿಕ — [110, 697, 128, 707]
divider — [166, 92, 167, 362]
dateline-badge: ಹುಬ್ಬಳ್ಳಿ — [502, 903, 525, 911]
sign-text: ಹೊಸ ಕಾರ್ಯಕ್ಕೆ ಚಾಲನೆ. ಮಿತ್ರರಿಂದ ಸಹಕಾರ. — [110, 709, 184, 729]
info-box-title: ಸಮೀಕ್ಷೆ ಮುಂದೂಡಲು ಸ್ವಾಮೀಜಿ ಆಗ್ರಹ — [778, 1196, 896, 1223]
quote-mark: ❝ — [396, 660, 419, 704]
article-body: ನವದೆಹಲಿ: ರಾಹುಲ್ ಗಾಂಧಿ ಅವರು ಚುನಾವಣಾ ಆಯೋಗದ ವಿರುದ್ಧ ಮಾಡುತ್ತಿರುವ ಆರೋಪಗಳು ಆಧಾರರಹಿತ. ಅವರ ಗುರಿ ಆಯೋಗವಲ್ಲ, ದೇಶದ ಪ್ರಜಾಪ್ರಭುತ್ವ ವ್ಯವಸ್ಥೆ ಎಂದು ಬಿಜೆಪಿ ವಕ್ತಾರ ಶಹಜಾದ್ ಪೂನಾವಾಲ ಟೀಕಿಸಿದರು. ಜನತೆ ಈ ನಾಟಕವನ್ನು ಅರಿತಿದ್ದಾರೆ ಎಂದರು. — [840, 453, 912, 611]
dateline-badge: ಹುಬ್ಬಳ್ಳಿ — [38, 1193, 61, 1201]
cartoon-tag-top: ರಾಮ — [230, 96, 252, 109]
